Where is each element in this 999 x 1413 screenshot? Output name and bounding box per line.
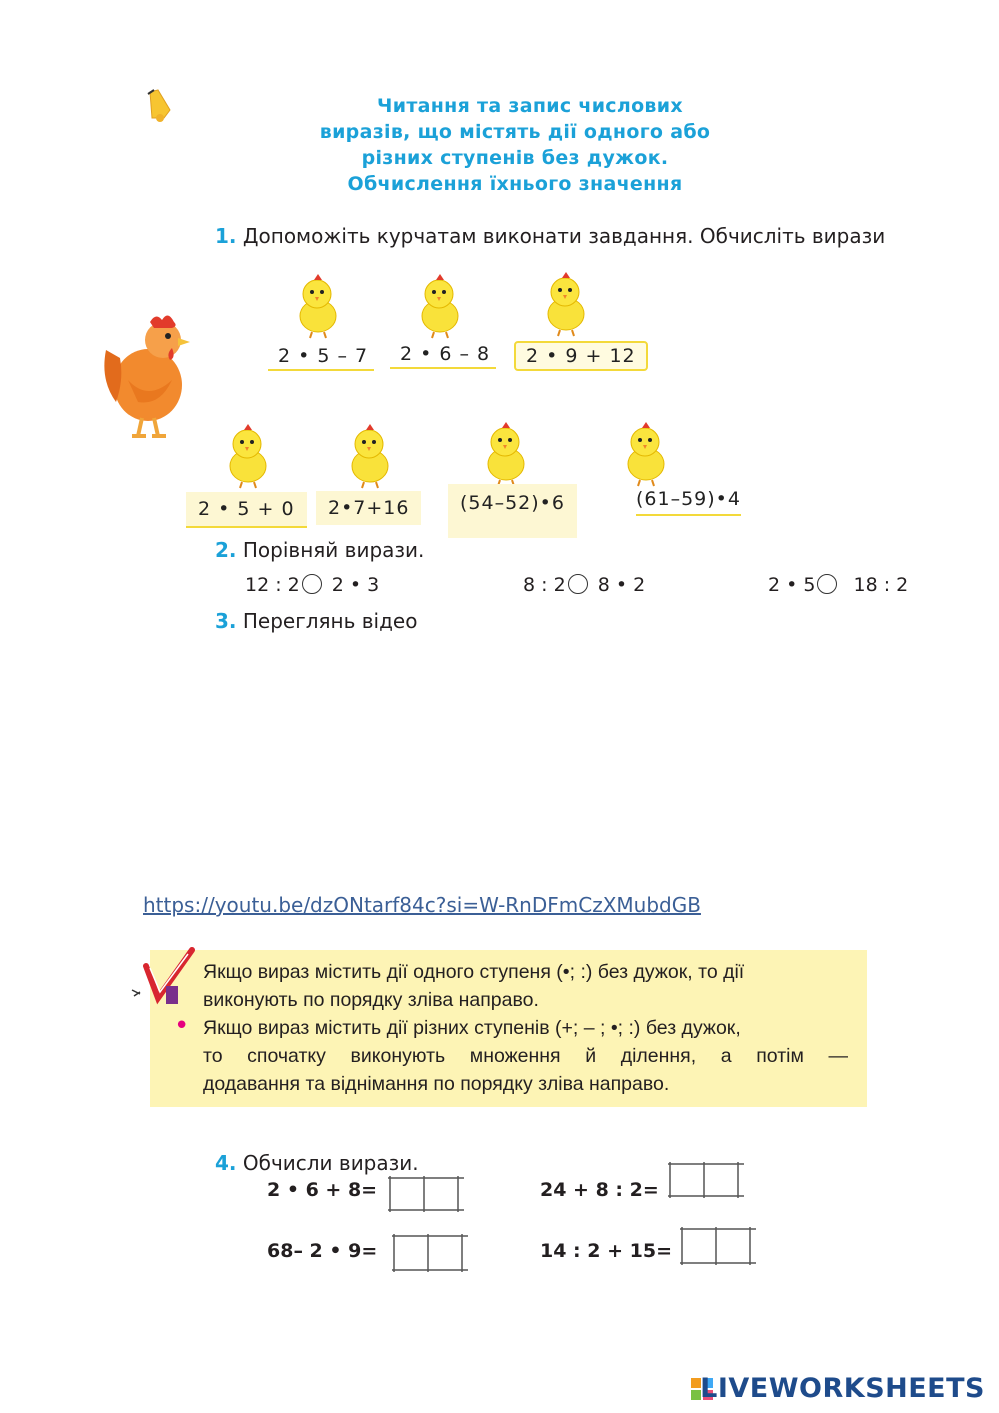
task-1-number: 1. xyxy=(215,224,237,248)
hen-illustration xyxy=(98,310,194,440)
calc-1: 2 • 6 + 8= xyxy=(267,1179,378,1201)
title-line-1: Читання та запис числових xyxy=(377,95,683,117)
chick-icon xyxy=(414,274,466,340)
comparison-3-left: 2 • 5 xyxy=(768,574,816,596)
task-3-text: Переглянь відео xyxy=(242,609,418,633)
comparison-2-right: 8 • 2 xyxy=(597,574,646,596)
answer-grid[interactable] xyxy=(666,1160,746,1200)
chick-icon xyxy=(620,422,672,488)
calc-2: 24 + 8 : 2= xyxy=(540,1179,659,1201)
task-4-text: Обчисли вирази. xyxy=(242,1151,419,1175)
bullet-icon: • xyxy=(174,1011,190,1041)
comparison-2-left: 8 : 2 xyxy=(523,574,566,596)
rule-line-4: то спочатку виконують множення й ділення, а потім — xyxy=(203,1045,848,1067)
expression-7: (61–59)•4 xyxy=(636,488,741,516)
calc-3: 68– 2 • 9= xyxy=(267,1240,378,1262)
expression-3: 2 • 9 + 12 xyxy=(514,341,648,371)
expression-1: 2 • 5 – 7 xyxy=(268,345,374,371)
task-4-number: 4. xyxy=(215,1151,237,1175)
comparison-3-right: 18 : 2 xyxy=(853,574,909,596)
page-title xyxy=(250,93,780,197)
task-2-number: 2. xyxy=(215,538,237,562)
rule-line-5: додавання та віднімання по порядку зліва направо. xyxy=(203,1073,670,1095)
compare-circle[interactable] xyxy=(817,574,837,594)
title-line-2: виразів, що містять дії одного або xyxy=(319,121,711,143)
comparison-1-right: 2 • 3 xyxy=(331,574,380,596)
comparison-2 xyxy=(523,574,645,596)
bell-icon xyxy=(140,88,178,124)
expression-2: 2 • 6 – 8 xyxy=(390,343,496,369)
task-3-heading xyxy=(215,609,417,633)
expression-4: 2 • 5 + 0 xyxy=(186,492,307,528)
chick-icon xyxy=(344,424,396,490)
expression-6: (54–52)•6 xyxy=(448,484,577,538)
answer-grid[interactable] xyxy=(390,1232,470,1274)
chick-icon xyxy=(292,274,344,340)
comparison-1-left: 12 : 2 xyxy=(245,574,300,596)
checkmark-icon xyxy=(128,946,202,1008)
task-3-number: 3. xyxy=(215,609,237,633)
comparison-3 xyxy=(768,574,908,596)
calc-4: 14 : 2 + 15= xyxy=(540,1240,672,1262)
compare-circle[interactable] xyxy=(302,574,322,594)
task-1-heading xyxy=(215,224,885,248)
video-link[interactable]: https://youtu.be/dzONtarf84c?si=W-RnDFmCzXMubdGB xyxy=(143,893,701,917)
chick-icon xyxy=(480,422,532,488)
task-1-text: Допоможіть курчатам виконати завдання. Обчисліть вирази xyxy=(242,224,886,248)
title-line-4: Обчислення їхнього значення xyxy=(347,173,683,195)
chick-icon xyxy=(222,424,274,490)
expression-5: 2•7+16 xyxy=(316,491,421,525)
chick-icon xyxy=(540,272,592,338)
answer-grid[interactable] xyxy=(678,1225,758,1267)
rule-line-2: виконують по порядку зліва направо. xyxy=(203,989,539,1011)
rule-line-3: Якщо вираз містить дії різних ступенів (+; – ; •; :) без дужок, xyxy=(203,1017,741,1039)
title-line-3: різних ступенів без дужок. xyxy=(361,147,669,169)
comparison-1 xyxy=(245,574,379,596)
rule-line-1: Якщо вираз містить дії одного ступеня (•; :) без дужок, то дії xyxy=(203,961,745,983)
compare-circle[interactable] xyxy=(568,574,588,594)
task-2-heading xyxy=(215,538,424,562)
liveworksheets-logo[interactable]: LIVEWORKSHEETS xyxy=(700,1373,985,1404)
task-2-text: Порівняй вирази. xyxy=(242,538,425,562)
rule-text xyxy=(203,958,853,1098)
answer-grid[interactable] xyxy=(386,1174,466,1214)
task-4-heading xyxy=(215,1151,419,1175)
